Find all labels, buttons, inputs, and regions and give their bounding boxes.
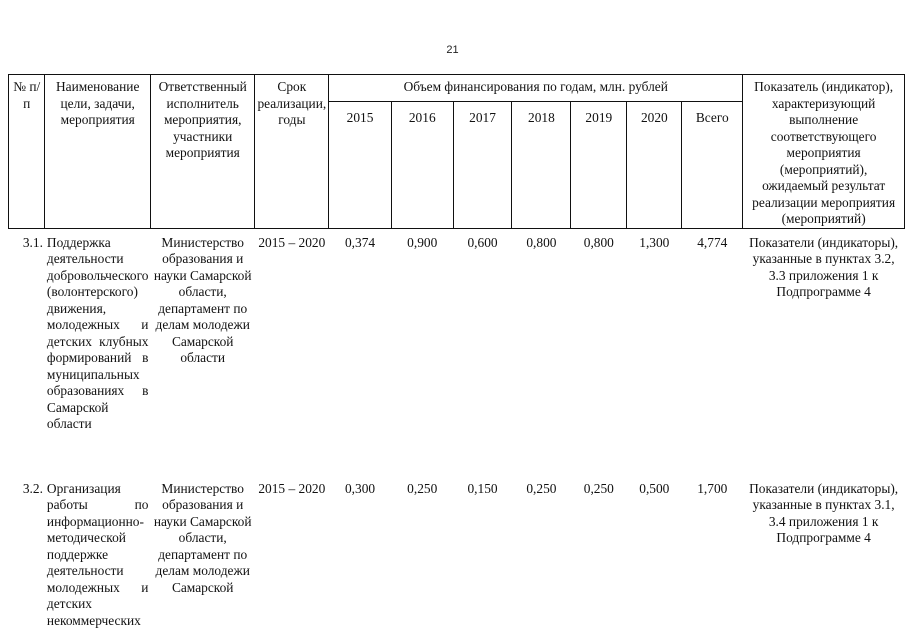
row-value: 0,250 bbox=[583, 480, 614, 496]
row-value: 0,374 bbox=[344, 234, 376, 250]
row-value: 1,300 bbox=[639, 234, 670, 250]
header-name: Наименование цели, задачи, мероприятия bbox=[45, 75, 151, 229]
table-header bbox=[9, 75, 905, 229]
header-year: 2019 bbox=[571, 102, 627, 229]
table-row bbox=[9, 228, 905, 469]
row-value: 0,250 bbox=[407, 480, 438, 496]
row-total: 1,700 bbox=[697, 480, 728, 496]
row-term: 2015 – 2020 bbox=[258, 234, 326, 250]
row-indicator: Показатели (индикаторы), указанные в пунктах 3.2, 3.3 приложения 1 к Подпрограмме 4 bbox=[749, 234, 899, 299]
row-value: 0,900 bbox=[407, 234, 438, 250]
row-executor: Министерство образования и науки Самарской области, департамент по делам молодежи Самарской bbox=[153, 480, 252, 595]
table-row bbox=[9, 469, 905, 630]
header-year: 2017 bbox=[453, 102, 512, 229]
header-year: 2015 bbox=[329, 102, 392, 229]
row-num: 3.1. bbox=[22, 234, 43, 250]
row-name: Поддержка деятельности добровольческого (волонтерского) движения, молодежных и детских клубных формирований в муниципальных образованиях в Самарской области bbox=[46, 234, 149, 431]
row-value: 0,150 bbox=[467, 480, 498, 496]
header-funding-group: Объем финансирования по годам, млн. рублей bbox=[329, 75, 743, 102]
row-executor: Министерство образования и науки Самарской области, департамент по делам молодежи Самарской области bbox=[153, 234, 252, 365]
row-value: 0,500 bbox=[639, 480, 670, 496]
row-name: Организация работы по информационно-методической поддержке деятельности молодежных и детских некоммерческих bbox=[46, 480, 149, 628]
row-value: 0,250 bbox=[526, 480, 557, 496]
header-term: Срок реализации, годы bbox=[255, 75, 329, 229]
row-total: 4,774 bbox=[697, 234, 728, 250]
page-number: 21 bbox=[446, 44, 459, 56]
header-num: № п/п bbox=[9, 75, 45, 229]
header-executor: Ответственный исполнитель мероприятия, участники мероприятия bbox=[150, 75, 254, 229]
header-indicator: Показатель (индикатор), характеризующий выполнение соответствующего мероприятия (мероприятий), ожидаемый результат реализации мероприятия (мероприятий) bbox=[743, 75, 905, 229]
row-value: 0,800 bbox=[583, 234, 614, 250]
header-year: 2016 bbox=[391, 102, 453, 229]
row-indicator: Показатели (индикаторы), указанные в пунктах 3.1, 3.4 приложения 1 к Подпрограмме 4 bbox=[749, 480, 899, 545]
row-value: 0,800 bbox=[526, 234, 557, 250]
header-year: 2018 bbox=[512, 102, 571, 229]
row-value: 0,300 bbox=[344, 480, 376, 496]
row-value: 0,600 bbox=[467, 234, 498, 250]
row-term: 2015 – 2020 bbox=[258, 480, 326, 496]
header-year: 2020 bbox=[627, 102, 682, 229]
row-num: 3.2. bbox=[22, 480, 43, 496]
header-total: Всего bbox=[682, 102, 743, 229]
funding-table bbox=[8, 74, 905, 629]
